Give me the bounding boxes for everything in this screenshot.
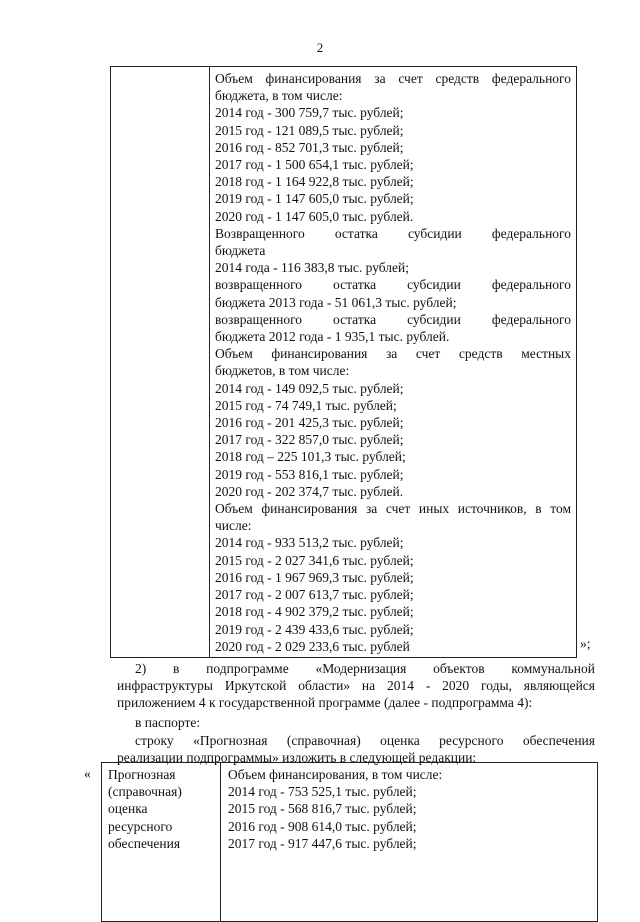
funding-line: 2015 год - 2 027 341,6 тыс. рублей; bbox=[215, 552, 414, 568]
funding-line: бюджетов, в том числе: bbox=[215, 363, 350, 379]
funding-line: 2017 год - 1 500 654,1 тыс. рублей; bbox=[215, 157, 414, 173]
resource-table-right-cell bbox=[228, 766, 588, 852]
passport-label: в паспорте: bbox=[135, 715, 201, 730]
funding-line: 2018 год – 225 101,3 тыс. рублей; bbox=[215, 449, 406, 465]
resource-table bbox=[101, 762, 598, 922]
funding-line: бюджета 2012 года - 1 935,1 тыс. рублей. bbox=[215, 329, 450, 345]
table-column-divider bbox=[209, 67, 210, 657]
row-label-line: Прогнозная bbox=[108, 767, 176, 782]
funding-line: 2016 год - 201 425,3 тыс. рублей; bbox=[215, 415, 404, 431]
funding-line: 2019 год - 553 816,1 тыс. рублей; bbox=[215, 466, 404, 482]
funding-line: 2014 года - 116 383,8 тыс. рублей; bbox=[215, 260, 410, 276]
funding-line: возвращенного остатка субсидии федерального bbox=[215, 277, 571, 293]
funding-line: 2014 год - 753 525,1 тыс. рублей; bbox=[228, 784, 417, 800]
funding-line: 2020 год - 2 029 233,6 тыс. рублей bbox=[215, 638, 410, 654]
funding-line: Объем финансирования, в том числе: bbox=[228, 767, 443, 782]
funding-line: 2017 год - 2 007 613,7 тыс. рублей; bbox=[215, 587, 414, 603]
paragraph-line: строку «Прогнозная (справочная) оценка ресурсного обеспечения bbox=[135, 733, 595, 748]
row-label-line: обеспечения bbox=[108, 835, 181, 851]
funding-line: 2014 год - 149 092,5 тыс. рублей; bbox=[215, 380, 404, 396]
funding-line: числе: bbox=[215, 518, 252, 534]
funding-line: Возвращенного остатка субсидии федерального bbox=[215, 225, 571, 241]
funding-line: 2016 год - 1 967 969,3 тыс. рублей; bbox=[215, 569, 414, 585]
funding-line: 2016 год - 852 701,3 тыс. рублей; bbox=[215, 139, 404, 155]
funding-line: 2016 год - 908 614,0 тыс. рублей; bbox=[228, 818, 417, 834]
funding-line: 2015 год - 121 089,5 тыс. рублей; bbox=[215, 122, 404, 138]
paragraph-line: приложением 4 к государственной программе (далее - подпрограмма 4): bbox=[117, 695, 533, 710]
paragraph-line: 2) в подпрограмме «Модернизация объектов коммунальной bbox=[135, 661, 595, 676]
funding-line: возвращенного остатка субсидии федерального bbox=[215, 311, 571, 327]
paragraph-subprogram-4 bbox=[117, 660, 595, 711]
paragraph-replace-line bbox=[117, 732, 595, 766]
paragraph-line: инфраструктуры Иркутской области» на 2014 - 2020 годы, являющейся bbox=[117, 678, 595, 693]
funding-line: 2019 год - 2 439 433,6 тыс. рублей; bbox=[215, 621, 414, 637]
row-label-line: (справочная) bbox=[108, 784, 182, 800]
funding-line: Объем финансирования за счет иных источников, в том bbox=[215, 501, 571, 517]
funding-line: бюджета 2013 года - 51 061,3 тыс. рублей; bbox=[215, 294, 457, 310]
funding-line: 2015 год - 568 816,7 тыс. рублей; bbox=[228, 801, 417, 817]
funding-line: бюджета bbox=[215, 243, 266, 259]
funding-line: Объем финансирования за счет средств местных bbox=[215, 346, 571, 362]
funding-line: 2015 год - 74 749,1 тыс. рублей; bbox=[215, 397, 397, 413]
opening-quote: « bbox=[84, 766, 91, 781]
page-number: 2 bbox=[316, 40, 324, 55]
funding-line: 2019 год - 1 147 605,0 тыс. рублей; bbox=[215, 191, 414, 207]
funding-table bbox=[110, 66, 577, 658]
funding-line: 2020 год - 202 374,7 тыс. рублей. bbox=[215, 483, 404, 499]
table-column-divider bbox=[220, 763, 221, 921]
funding-line: 2014 год - 933 513,2 тыс. рублей; bbox=[215, 535, 404, 551]
funding-line: Объем финансирования за счет средств федерального bbox=[215, 71, 571, 86]
closing-quote: »; bbox=[580, 636, 591, 651]
funding-line: 2018 год - 4 902 379,2 тыс. рублей; bbox=[215, 604, 414, 620]
funding-line: 2018 год - 1 164 922,8 тыс. рублей; bbox=[215, 174, 414, 190]
funding-line: бюджета, в том числе: bbox=[215, 88, 343, 104]
paragraph-line: реализации подпрограммы» изложить в следующей редакции: bbox=[117, 750, 477, 765]
row-label-line: оценка bbox=[108, 801, 148, 817]
funding-line: 2014 год - 300 759,7 тыс. рублей; bbox=[215, 105, 404, 121]
resource-table-left-cell bbox=[108, 766, 216, 852]
funding-table-right-cell bbox=[215, 70, 571, 655]
funding-line: 2017 год - 917 447,6 тыс. рублей; bbox=[228, 835, 417, 851]
funding-line: 2017 год - 322 857,0 тыс. рублей; bbox=[215, 432, 404, 448]
row-label-line: ресурсного bbox=[108, 818, 173, 834]
funding-line: 2020 год - 1 147 605,0 тыс. рублей. bbox=[215, 208, 414, 224]
